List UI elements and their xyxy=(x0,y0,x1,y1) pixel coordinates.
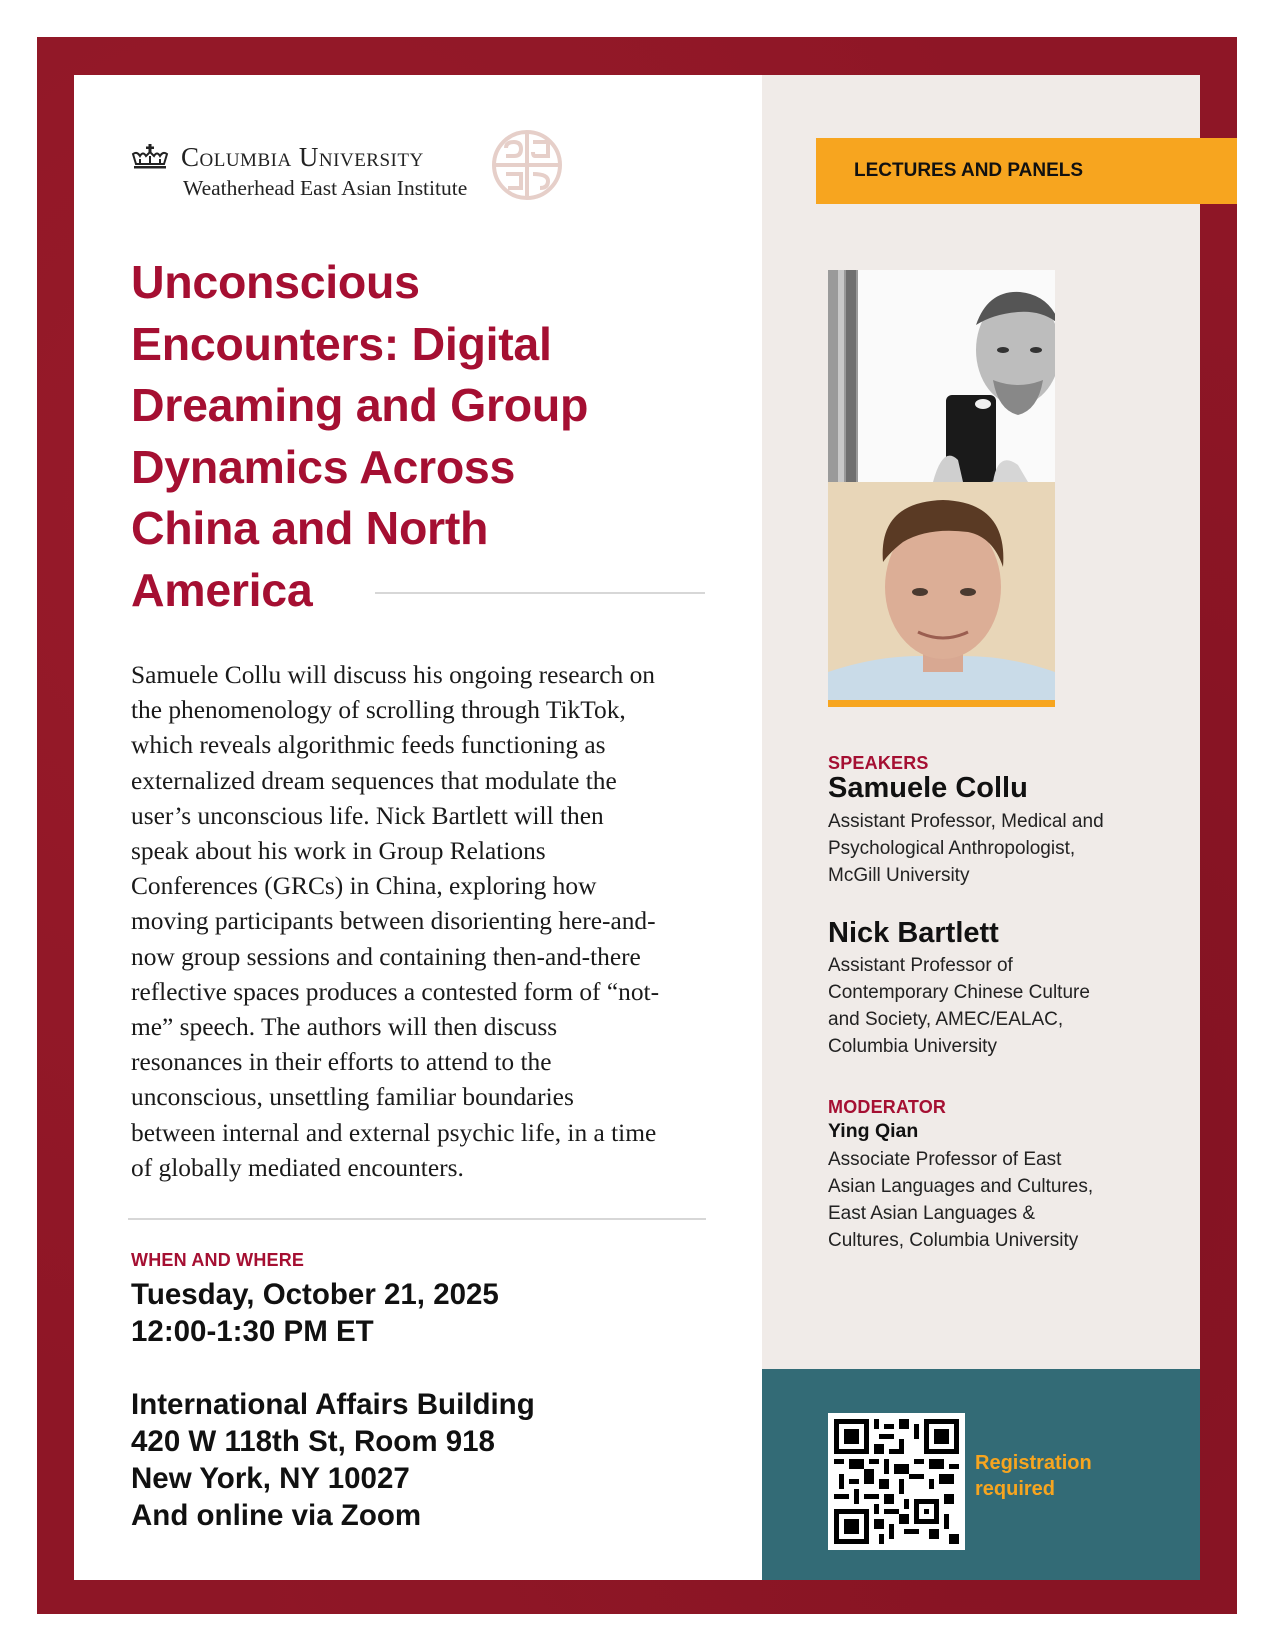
description-line: Conferences (GRCs) in China, exploring how xyxy=(131,872,597,901)
category-banner xyxy=(816,138,1237,204)
description-line: moving participants between disorienting here-and- xyxy=(131,907,656,936)
online-note: And online via Zoom xyxy=(131,1499,422,1532)
affiliation-line: and Society, AMEC/EALAC, xyxy=(828,1009,1064,1030)
event-datetime xyxy=(131,1276,499,1350)
registration-line: Registration xyxy=(975,1452,1092,1474)
speaker-affiliation xyxy=(828,808,1104,889)
affiliation-line: Assistant Professor, Medical and xyxy=(828,811,1104,832)
speakers-label: SPEAKERS xyxy=(828,753,929,773)
moderator-label: MODERATOR xyxy=(828,1097,947,1117)
title-line: Dynamics Across xyxy=(131,440,516,493)
description-line: now group sessions and containing then-and-there xyxy=(131,942,641,971)
qr-code-icon xyxy=(834,1419,959,1544)
description-line: user’s unconscious life. Nick Bartlett will then xyxy=(131,801,604,830)
affiliation-line: Cultures, Columbia University xyxy=(828,1230,1079,1251)
city-address: New York, NY 10027 xyxy=(131,1462,410,1495)
registration-line: required xyxy=(975,1478,1056,1500)
speaker-name: Nick Bartlett xyxy=(828,917,999,949)
speaker-name: Samuele Collu xyxy=(828,772,1028,804)
description-divider xyxy=(128,1218,706,1220)
title-line: Dreaming and Group xyxy=(131,379,589,431)
description-line: me” speech. The authors will then discuss xyxy=(131,1013,558,1042)
title-line: China and North xyxy=(131,502,489,554)
event-date: Tuesday, October 21, 2025 xyxy=(131,1278,499,1311)
title-line: Encounters: Digital xyxy=(131,317,552,370)
speaker-photo-nick-bartlett xyxy=(828,482,1055,700)
description-line: Samuele Collu will discuss his ongoing research on xyxy=(131,661,655,689)
affiliation-line: Columbia University xyxy=(828,1036,997,1057)
affiliation-line: Associate Professor of East xyxy=(828,1149,1062,1170)
description-line: the phenomenology of scrolling through TikTok, xyxy=(131,696,626,725)
institute-name: Weatherhead East Asian Institute xyxy=(183,176,468,200)
affiliation-line: Contemporary Chinese Culture xyxy=(828,982,1090,1003)
registration-note xyxy=(975,1450,1092,1502)
title-line: Unconscious xyxy=(131,256,420,308)
venue-name: International Affairs Building xyxy=(131,1388,535,1421)
moderator-affiliation xyxy=(828,1146,1093,1254)
description-line: externalized dream sequences that modulate the xyxy=(131,766,617,795)
description-line: which reveals algorithmic feeds functioning as xyxy=(131,731,606,760)
event-description xyxy=(131,658,706,1186)
description-line: reflective spaces produces a contested form of “not- xyxy=(131,977,660,1006)
speaker-affiliation xyxy=(828,952,1090,1060)
event-title xyxy=(131,252,691,621)
event-time: 12:00-1:30 PM ET xyxy=(131,1315,374,1348)
institute-seal-icon xyxy=(490,128,564,202)
affiliation-line: East Asian Languages & xyxy=(828,1203,1036,1224)
crown-icon xyxy=(131,144,169,170)
title-divider xyxy=(375,592,705,594)
title-line: America xyxy=(131,563,313,616)
moderator-name: Ying Qian xyxy=(828,1120,919,1142)
description-line: resonances in their efforts to attend to the xyxy=(131,1048,552,1077)
affiliation-line: Asian Languages and Cultures, xyxy=(828,1176,1094,1197)
description-line: between internal and external psychic life, in a time xyxy=(131,1118,657,1147)
photo-accent-bar xyxy=(828,700,1055,707)
category-label: LECTURES AND PANELS xyxy=(854,160,1084,181)
description-line: speak about his work in Group Relations xyxy=(131,837,546,866)
registration-qr-code[interactable] xyxy=(828,1413,965,1550)
speaker-photo-samuele-collu xyxy=(828,270,1055,482)
description-line: unconscious, unsettling familiar boundaries xyxy=(131,1083,574,1112)
when-where-label: WHEN AND WHERE xyxy=(131,1250,305,1270)
affiliation-line: McGill University xyxy=(828,865,970,886)
affiliation-line: Psychological Anthropologist, xyxy=(828,838,1076,859)
street-address: 420 W 118th St, Room 918 xyxy=(131,1425,495,1458)
event-location xyxy=(131,1386,535,1534)
description-line: of globally mediated encounters. xyxy=(131,1153,464,1182)
affiliation-line: Assistant Professor of xyxy=(828,955,1013,976)
university-name: Columbia University xyxy=(181,142,424,172)
